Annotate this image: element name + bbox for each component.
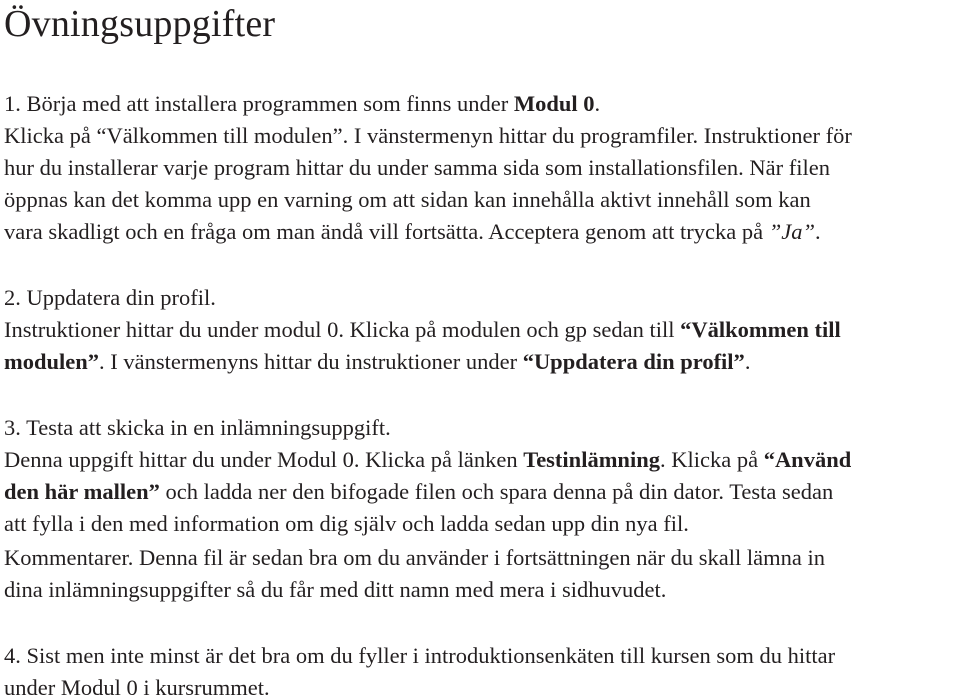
bold-text: “Använd: [763, 447, 852, 472]
page-title: Övningsuppgifter: [4, 3, 276, 45]
text-run: .: [594, 91, 601, 116]
bold-text: “Uppdatera din profil”: [522, 349, 745, 374]
text-run: 1. Börja med att installera programmen som finns under: [4, 91, 514, 116]
step-2-text-line: [4, 347, 750, 377]
step-3-text-line: att fylla i den med information om dig själv och ladda sedan upp din nya fil.: [4, 511, 689, 536]
text-run: vara skadligt och en fråga om man ändå vill fortsätta. Acceptera genom att trycka på: [4, 219, 769, 244]
step-3-heading: 3. Testa att skicka in en inlämningsuppgift.: [4, 415, 391, 440]
step-3-text-line: dina inlämningsuppgifter så du får med ditt namn med mera i sidhuvudet.: [4, 577, 667, 602]
bold-text: Modul 0: [513, 91, 595, 116]
italic-text: ”Ja”: [768, 219, 815, 244]
step-1-text-line: hur du installerar varje program hittar du under samma sida som installationsfilen. När filen: [4, 155, 831, 180]
bold-text: modulen”: [4, 349, 100, 374]
text-run: Denna uppgift hittar du under Modul 0. Klicka på länken: [4, 447, 524, 472]
step-3-text-line: Kommentarer. Denna fil är sedan bra om du använder i fortsättningen när du skall lämna in: [4, 545, 825, 570]
bold-text: “Välkommen till: [680, 317, 841, 342]
step-4-text-line: under Modul 0 i kursrummet.: [4, 675, 270, 699]
step-1-text-line: Klicka på “Välkommen till modulen”. I vänstermenyn hittar du programfiler. Instruktioner för: [4, 123, 852, 148]
text-run: Instruktioner hittar du under modul 0. Klicka på modulen och gp sedan till: [4, 317, 681, 342]
step-3-text-line: [4, 445, 851, 475]
step-1-text-line: [4, 217, 821, 247]
step-1-heading: [4, 89, 600, 119]
text-run: . Klicka på: [659, 447, 764, 472]
text-run: . I vänstermenyns hittar du instruktioner under: [99, 349, 523, 374]
step-2-text-line: [4, 315, 841, 345]
step-3-text-line: [4, 477, 833, 507]
bold-text: den här mallen”: [4, 479, 160, 504]
text-run: och ladda ner den bifogade filen och spara denna på din dator. Testa sedan: [159, 479, 834, 504]
step-2-heading: 2. Uppdatera din profil.: [4, 285, 216, 310]
step-4-text-line: 4. Sist men inte minst är det bra om du fyller i introduktionsenkäten till kursen som du hittar: [4, 643, 836, 668]
text-run: .: [744, 349, 751, 374]
step-1-text-line: öppnas kan det komma upp en varning om att sidan kan innehålla aktivt innehåll som kan: [4, 187, 811, 212]
text-run: .: [814, 219, 821, 244]
bold-text: Testinlämning: [523, 447, 660, 472]
